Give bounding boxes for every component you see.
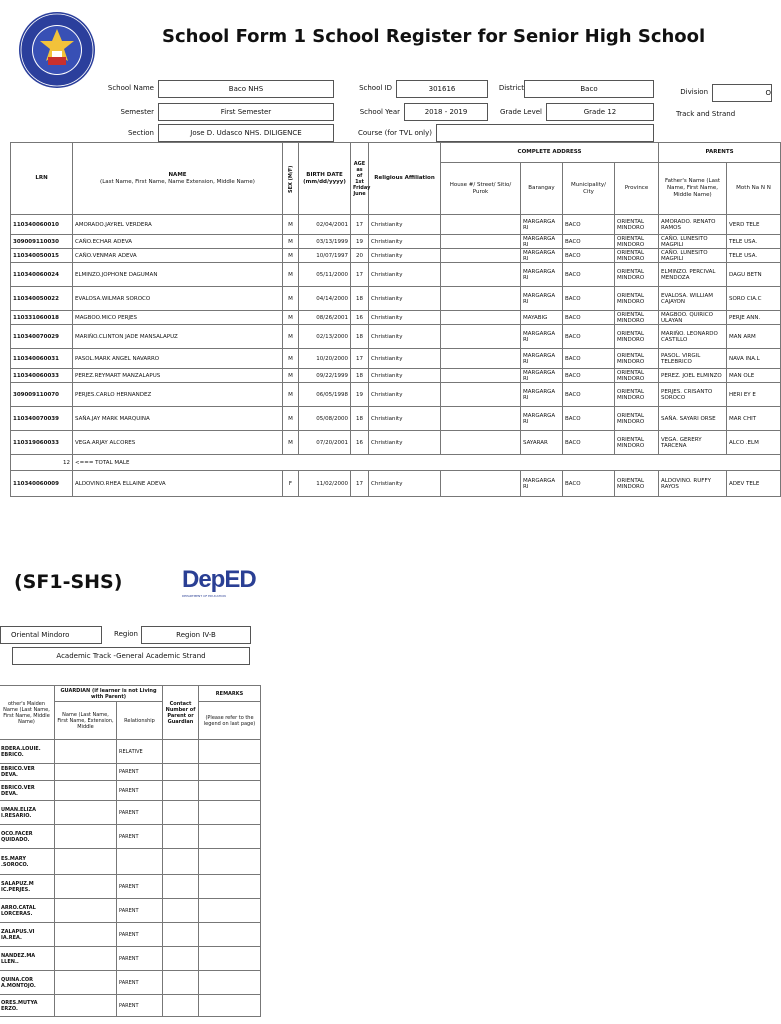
- barangay-cell: MARGARGA RI: [521, 349, 563, 369]
- page-title: School Form 1 School Register for Senior High School: [162, 26, 706, 47]
- remarks-cell: [199, 947, 261, 971]
- birth-date-cell: 05/11/2000: [299, 263, 351, 287]
- birth-date-cell: 05/08/2000: [299, 407, 351, 431]
- barangay-cell: MARGARGA RI: [521, 215, 563, 235]
- name-cell: MARIÑO.CLINTON JADE MANSALAPUZ: [73, 325, 283, 349]
- name-cell: MAGBOO.MICO PERJES: [73, 311, 283, 325]
- father-name-cell: PERJES. CRISANTO SOROCO: [659, 383, 727, 407]
- mother-maiden-cell: OCO.FACER QUIDADO.: [0, 825, 55, 849]
- father-header: Father's Name (Last Name, First Name, Middle Name): [659, 163, 727, 215]
- guardian-name-cell: [55, 899, 117, 923]
- guardian-name-cell: [55, 801, 117, 825]
- barangay-cell: MARGARGA RI: [521, 369, 563, 383]
- guardian-relationship-cell: PARENT: [117, 995, 163, 1017]
- table-row: [0, 875, 261, 899]
- region-label: Region: [114, 630, 138, 638]
- mother-name-cell: NAVA INA.L: [727, 349, 781, 369]
- mother-maiden-cell: QUINA.COR A.MONTOJO.: [0, 971, 55, 995]
- father-name-cell: PASOL. VIRGIL TELEBRICO: [659, 349, 727, 369]
- age-cell: 18: [351, 287, 369, 311]
- mother-name-cell: SORO CIA.C: [727, 287, 781, 311]
- province-cell: ORIENTAL MINDORO: [615, 287, 659, 311]
- name-cell: CAÑO.VENMAR ADEVA: [73, 249, 283, 263]
- semester-label: Semester: [120, 108, 154, 116]
- remarks-cell: [199, 740, 261, 764]
- house-cell: [441, 471, 521, 497]
- lrn-cell: 110340060009: [11, 471, 73, 497]
- school-name-field[interactable]: Baco NHS: [158, 80, 334, 98]
- father-name-cell: SAÑA. SAYARI ORSE: [659, 407, 727, 431]
- contact-cell: [163, 995, 199, 1017]
- section-field[interactable]: Jose D. Udasco NHS. DILIGENCE: [158, 124, 334, 142]
- remarks-cell: [199, 971, 261, 995]
- division-field[interactable]: O: [712, 84, 772, 102]
- sex-cell: M: [283, 215, 299, 235]
- father-name-cell: EVALOSA. WILLIAM CAJAYON: [659, 287, 727, 311]
- remarks-cell: [199, 923, 261, 947]
- track-strand-label: Track and Strand: [676, 110, 736, 118]
- mother-header: Moth Na N N: [727, 163, 781, 215]
- lrn-cell: 110340060033: [11, 369, 73, 383]
- lrn-cell: 309009110070: [11, 383, 73, 407]
- municipality-cell: BACO: [563, 235, 615, 249]
- religion-cell: Christianity: [369, 235, 441, 249]
- contact-cell: [163, 801, 199, 825]
- house-cell: [441, 287, 521, 311]
- municipality-cell: BACO: [563, 249, 615, 263]
- guardian-name-cell: [55, 947, 117, 971]
- division-label: Division: [680, 88, 708, 96]
- father-name-cell: CAÑO. LUNESITO MAGPILI: [659, 249, 727, 263]
- municipality-cell: BACO: [563, 383, 615, 407]
- deped-logo-text: DepED: [182, 566, 256, 593]
- age-header: AGE as of 1st Friday June: [351, 143, 369, 215]
- semester-field[interactable]: First Semester: [158, 103, 334, 121]
- guardian-relationship-cell: [117, 849, 163, 875]
- table-row: [0, 923, 261, 947]
- guardian-name-header: Name (Last Name, First Name, Extension, Middle: [55, 702, 117, 740]
- religion-cell: Christianity: [369, 287, 441, 311]
- sex-cell: M: [283, 235, 299, 249]
- table-row: [11, 431, 781, 455]
- table-row: [0, 947, 261, 971]
- house-cell: [441, 311, 521, 325]
- school-year-label: School Year: [359, 108, 400, 116]
- name-cell: AMORADO.JAYREL VERDERA: [73, 215, 283, 235]
- municipality-cell: BACO: [563, 369, 615, 383]
- house-cell: [441, 407, 521, 431]
- father-name-cell: PEREZ. JOEL ELMINZO: [659, 369, 727, 383]
- sex-cell: M: [283, 287, 299, 311]
- name-cell: PERJES.CARLO HERNANDEZ: [73, 383, 283, 407]
- religion-cell: Christianity: [369, 369, 441, 383]
- mother-name-cell: VERD TELE: [727, 215, 781, 235]
- lrn-cell: 110340060031: [11, 349, 73, 369]
- guardian-relationship-cell: PARENT: [117, 947, 163, 971]
- religion-cell: Christianity: [369, 215, 441, 235]
- father-name-cell: MAGBOO. QUIRICO ULAYAN: [659, 311, 727, 325]
- guardian-name-cell: [55, 825, 117, 849]
- birth-date-cell: 03/13/1999: [299, 235, 351, 249]
- deped-logo-subtext: DEPARTMENT OF EDUCATION: [182, 594, 226, 598]
- lrn-cell: 110340050022: [11, 287, 73, 311]
- school-name-label: School Name: [107, 84, 154, 92]
- lrn-cell: 110340050015: [11, 249, 73, 263]
- name-cell: SAÑA.JAY MARK MARQUINA: [73, 407, 283, 431]
- sex-cell: M: [283, 431, 299, 455]
- house-cell: [441, 215, 521, 235]
- total-male-row: [11, 455, 781, 471]
- mother-name-cell: PERJE ANN.: [727, 311, 781, 325]
- mother-maiden-cell: ZALAPUS.VI IA.REA.: [0, 923, 55, 947]
- remarks-header: REMARKS: [199, 686, 261, 702]
- religion-cell: Christianity: [369, 349, 441, 369]
- father-name-cell: VEGA. GERERY TARCENA: [659, 431, 727, 455]
- birth-date-cell: 10/07/1997: [299, 249, 351, 263]
- guardian-name-cell: [55, 875, 117, 899]
- lrn-cell: 110340060024: [11, 263, 73, 287]
- age-cell: 18: [351, 369, 369, 383]
- municipality-cell: BACO: [563, 325, 615, 349]
- mother-name-cell: TELE USA.: [727, 249, 781, 263]
- school-id-label: School ID: [359, 84, 392, 92]
- name-cell: ALDOVINO.RHEA ELLAINE ADEVA: [73, 471, 283, 497]
- province-cell: ORIENTAL MINDORO: [615, 369, 659, 383]
- barangay-cell: MARGARGA RI: [521, 325, 563, 349]
- mother-name-cell: TELE USA.: [727, 235, 781, 249]
- mother-maiden-cell: ARRO.CATAL LORCERAS.: [0, 899, 55, 923]
- mother-name-cell: MAN OLE: [727, 369, 781, 383]
- birth-date-cell: 06/05/1998: [299, 383, 351, 407]
- birth-date-header: BIRTH DATE (mm/dd/yyyy): [299, 143, 351, 215]
- table-row: [0, 825, 261, 849]
- sex-cell: M: [283, 383, 299, 407]
- contact-cell: [163, 971, 199, 995]
- guardian-relationship-cell: PARENT: [117, 764, 163, 781]
- contact-cell: [163, 849, 199, 875]
- religion-cell: Christianity: [369, 311, 441, 325]
- age-cell: 20: [351, 249, 369, 263]
- age-cell: 17: [351, 215, 369, 235]
- table-row: [11, 325, 781, 349]
- total-male-label: <=== TOTAL MALE: [73, 455, 781, 471]
- barangay-cell: MARGARGA RI: [521, 263, 563, 287]
- barangay-cell: MARGARGA RI: [521, 383, 563, 407]
- table-row: [11, 215, 781, 235]
- barangay-header: Barangay: [521, 163, 563, 215]
- mother-maiden-cell: EBRICO.VER DEVA.: [0, 764, 55, 781]
- name-header: NAME (Last Name, First Name, Name Extension, Middle Name): [73, 143, 283, 215]
- mother-maiden-cell: ES.MARY .SOROCO.: [0, 849, 55, 875]
- name-cell: CAÑO.ECHAR ADEVA: [73, 235, 283, 249]
- contact-cell: [163, 923, 199, 947]
- religion-cell: Christianity: [369, 325, 441, 349]
- total-male-count: 12: [11, 455, 73, 471]
- remarks-cell: [199, 825, 261, 849]
- guardian-name-cell: [55, 971, 117, 995]
- sex-cell: M: [283, 263, 299, 287]
- course-field[interactable]: [436, 124, 654, 142]
- guardian-header: GUARDIAN (if learner is not Living with Parent): [55, 686, 163, 702]
- guardian-relationship-cell: PARENT: [117, 825, 163, 849]
- mother-name-cell: ALCO .ELM: [727, 431, 781, 455]
- guardian-relationship-header: Relationship: [117, 702, 163, 740]
- age-cell: 17: [351, 349, 369, 369]
- lrn-cell: 110340070039: [11, 407, 73, 431]
- age-cell: 19: [351, 383, 369, 407]
- mother-name-cell: ADEV TELE: [727, 471, 781, 497]
- house-cell: [441, 263, 521, 287]
- district-label: District: [498, 84, 524, 92]
- address-header: COMPLETE ADDRESS: [441, 143, 659, 163]
- religion-cell: Christianity: [369, 383, 441, 407]
- course-label: Course (for TVL only): [358, 129, 432, 137]
- remarks-cell: [199, 764, 261, 781]
- grade-level-label: Grade Level: [499, 108, 542, 116]
- learner-register-table: [10, 142, 781, 497]
- remarks-cell: [199, 875, 261, 899]
- birth-date-cell: 10/20/2000: [299, 349, 351, 369]
- sex-cell: M: [283, 407, 299, 431]
- contact-cell: [163, 875, 199, 899]
- birth-date-cell: 02/13/2000: [299, 325, 351, 349]
- lrn-cell: 110340060010: [11, 215, 73, 235]
- name-cell: PEREZ.REYMART MANZALAPUS: [73, 369, 283, 383]
- mother-maiden-header: other's Maiden Name (Last Name, First Name, Middle Name): [0, 686, 55, 740]
- deped-logo: [182, 566, 262, 606]
- guardian-name-cell: [55, 740, 117, 764]
- age-cell: 16: [351, 431, 369, 455]
- birth-date-cell: 07/20/2001: [299, 431, 351, 455]
- guardian-relationship-cell: PARENT: [117, 781, 163, 801]
- religion-cell: Christianity: [369, 263, 441, 287]
- guardian-relationship-cell: PARENT: [117, 801, 163, 825]
- name-cell: VEGA.ARJAY ALCORES: [73, 431, 283, 455]
- name-cell: ELMINZO.JOPHONE DAGUMAN: [73, 263, 283, 287]
- parents-header: PARENTS: [659, 143, 781, 163]
- guardian-table: [0, 685, 261, 1017]
- name-cell: PASOL.MARK ANGEL NAVARRO: [73, 349, 283, 369]
- house-cell: [441, 349, 521, 369]
- religion-cell: Christianity: [369, 407, 441, 431]
- province-cell: ORIENTAL MINDORO: [615, 249, 659, 263]
- region-field[interactable]: Region IV-B: [141, 626, 251, 644]
- mother-name-cell: DAGU BETN: [727, 263, 781, 287]
- table-row: [0, 781, 261, 801]
- religion-cell: Christianity: [369, 471, 441, 497]
- remarks-cell: [199, 995, 261, 1017]
- sex-cell: M: [283, 349, 299, 369]
- name-cell: EVALOSA.WILMAR SOROCO: [73, 287, 283, 311]
- remarks-cell: [199, 801, 261, 825]
- guardian-relationship-cell: PARENT: [117, 971, 163, 995]
- barangay-cell: MAYABIG: [521, 311, 563, 325]
- guardian-name-cell: [55, 923, 117, 947]
- table-row: [11, 287, 781, 311]
- sex-cell: M: [283, 325, 299, 349]
- remarks-cell: [199, 899, 261, 923]
- contact-cell: [163, 740, 199, 764]
- guardian-relationship-cell: RELATIVE: [117, 740, 163, 764]
- mother-maiden-cell: UMAN.ELIZA I.RESARIO.: [0, 801, 55, 825]
- municipality-cell: BACO: [563, 287, 615, 311]
- province-cell: ORIENTAL MINDORO: [615, 383, 659, 407]
- guardian-name-cell: [55, 781, 117, 801]
- age-cell: 17: [351, 263, 369, 287]
- mother-maiden-cell: NANDEZ.MA LLEN..: [0, 947, 55, 971]
- track-strand-field[interactable]: Academic Track -General Academic Strand: [12, 647, 250, 665]
- sex-cell: M: [283, 369, 299, 383]
- lrn-header: LRN: [11, 143, 73, 215]
- sex-cell: F: [283, 471, 299, 497]
- house-header: House #/ Street/ Sitio/ Purok: [441, 163, 521, 215]
- municipality-cell: BACO: [563, 349, 615, 369]
- house-cell: [441, 431, 521, 455]
- age-cell: 16: [351, 311, 369, 325]
- province-cell: ORIENTAL MINDORO: [615, 325, 659, 349]
- deped-seal-logo: [18, 11, 96, 89]
- mother-name-cell: HERI EY E: [727, 383, 781, 407]
- table-row: [0, 899, 261, 923]
- father-name-cell: ELMINZO. PERCIVAL MENDOZA: [659, 263, 727, 287]
- birth-date-cell: 09/22/1999: [299, 369, 351, 383]
- municipality-cell: BACO: [563, 471, 615, 497]
- mother-maiden-cell: RDERA.LOUIE. EBRICO.: [0, 740, 55, 764]
- barangay-cell: MARGARGA RI: [521, 235, 563, 249]
- table-row: [11, 407, 781, 431]
- province-cell: ORIENTAL MINDORO: [615, 431, 659, 455]
- house-cell: [441, 383, 521, 407]
- father-name-cell: AMORADO. RENATO RAMOS: [659, 215, 727, 235]
- house-cell: [441, 235, 521, 249]
- mother-maiden-cell: SALAPUZ.M IC.PERJES.: [0, 875, 55, 899]
- table-row: [11, 383, 781, 407]
- table-row: [11, 349, 781, 369]
- grade-level-field[interactable]: Grade 12: [546, 103, 654, 121]
- table-row: [0, 971, 261, 995]
- municipality-cell: BACO: [563, 431, 615, 455]
- guardian-relationship-cell: PARENT: [117, 899, 163, 923]
- father-name-cell: CAÑO. LUNESITO MAGPILI: [659, 235, 727, 249]
- municipality-cell: BACO: [563, 263, 615, 287]
- guardian-name-cell: [55, 849, 117, 875]
- barangay-cell: MARGARGA RI: [521, 287, 563, 311]
- barangay-cell: MARGARGA RI: [521, 249, 563, 263]
- sex-cell: M: [283, 311, 299, 325]
- contact-cell: [163, 764, 199, 781]
- municipality-cell: BACO: [563, 215, 615, 235]
- section-label: Section: [127, 129, 154, 137]
- form-code: (SF1-SHS): [14, 571, 123, 593]
- age-cell: 18: [351, 407, 369, 431]
- mother-maiden-cell: ORES.MUTYA ERZO.: [0, 995, 55, 1017]
- mother-name-cell: MAN ARM: [727, 325, 781, 349]
- contact-cell: [163, 781, 199, 801]
- birth-date-cell: 08/26/2001: [299, 311, 351, 325]
- table-row: [11, 311, 781, 325]
- religion-header: Religious Affiliation: [369, 143, 441, 215]
- religion-cell: Christianity: [369, 431, 441, 455]
- birth-date-cell: 04/14/2000: [299, 287, 351, 311]
- municipality-header: Municipality/ City: [563, 163, 615, 215]
- table-row: [11, 369, 781, 383]
- guardian-relationship-cell: PARENT: [117, 875, 163, 899]
- remarks-cell: [199, 849, 261, 875]
- birth-date-cell: 11/02/2000: [299, 471, 351, 497]
- lrn-cell: 309009110030: [11, 235, 73, 249]
- district-field[interactable]: Baco: [524, 80, 654, 98]
- table-row: [11, 249, 781, 263]
- barangay-cell: MARGARGA RI: [521, 407, 563, 431]
- school-year-field[interactable]: 2018 - 2019: [404, 103, 488, 121]
- contact-header: Contact Number of Parent or Guardian: [163, 686, 199, 740]
- contact-cell: [163, 899, 199, 923]
- lrn-cell: 110331060018: [11, 311, 73, 325]
- mother-name-cell: MAR CHIT: [727, 407, 781, 431]
- province-cell: ORIENTAL MINDORO: [615, 471, 659, 497]
- table-row: [11, 263, 781, 287]
- age-cell: 17: [351, 471, 369, 497]
- sex-header: SEX (M/F): [283, 143, 299, 215]
- table-row: [0, 764, 261, 781]
- province-cell: ORIENTAL MINDORO: [615, 263, 659, 287]
- table-row: [11, 471, 781, 497]
- table-row: [0, 740, 261, 764]
- house-cell: [441, 325, 521, 349]
- guardian-relationship-cell: PARENT: [117, 923, 163, 947]
- father-name-cell: ALDOVINO. RUFFY RAYOS: [659, 471, 727, 497]
- guardian-name-cell: [55, 995, 117, 1017]
- province-cell: ORIENTAL MINDORO: [615, 349, 659, 369]
- province-cell: ORIENTAL MINDORO: [615, 215, 659, 235]
- province-cell: ORIENTAL MINDORO: [615, 407, 659, 431]
- table-row: [0, 801, 261, 825]
- lrn-cell: 110319060033: [11, 431, 73, 455]
- province-cell: ORIENTAL MINDORO: [615, 311, 659, 325]
- barangay-cell: MARGARGA RI: [521, 471, 563, 497]
- father-name-cell: MARIÑO. LEONARDO CASTILLO: [659, 325, 727, 349]
- contact-cell: [163, 947, 199, 971]
- school-id-field[interactable]: 301616: [396, 80, 488, 98]
- contact-cell: [163, 825, 199, 849]
- table-row: [11, 235, 781, 249]
- table-row: [0, 995, 261, 1017]
- remarks-legend-header: (Please refer to the legend on last page): [199, 702, 261, 740]
- age-cell: 19: [351, 235, 369, 249]
- municipality-cell: BACO: [563, 407, 615, 431]
- house-cell: [441, 369, 521, 383]
- age-cell: 18: [351, 325, 369, 349]
- province-cell: ORIENTAL MINDORO: [615, 235, 659, 249]
- remarks-cell: [199, 781, 261, 801]
- religion-cell: Christianity: [369, 249, 441, 263]
- sex-cell: M: [283, 249, 299, 263]
- table-row: [0, 849, 261, 875]
- municipality-cell: BACO: [563, 311, 615, 325]
- barangay-cell: SAYARAR: [521, 431, 563, 455]
- lrn-cell: 110340070029: [11, 325, 73, 349]
- province-header: Province: [615, 163, 659, 215]
- birth-date-cell: 02/04/2001: [299, 215, 351, 235]
- house-cell: [441, 249, 521, 263]
- province-field[interactable]: Oriental Mindoro: [0, 626, 102, 644]
- mother-maiden-cell: EBRICO.VER DEVA.: [0, 781, 55, 801]
- guardian-name-cell: [55, 764, 117, 781]
